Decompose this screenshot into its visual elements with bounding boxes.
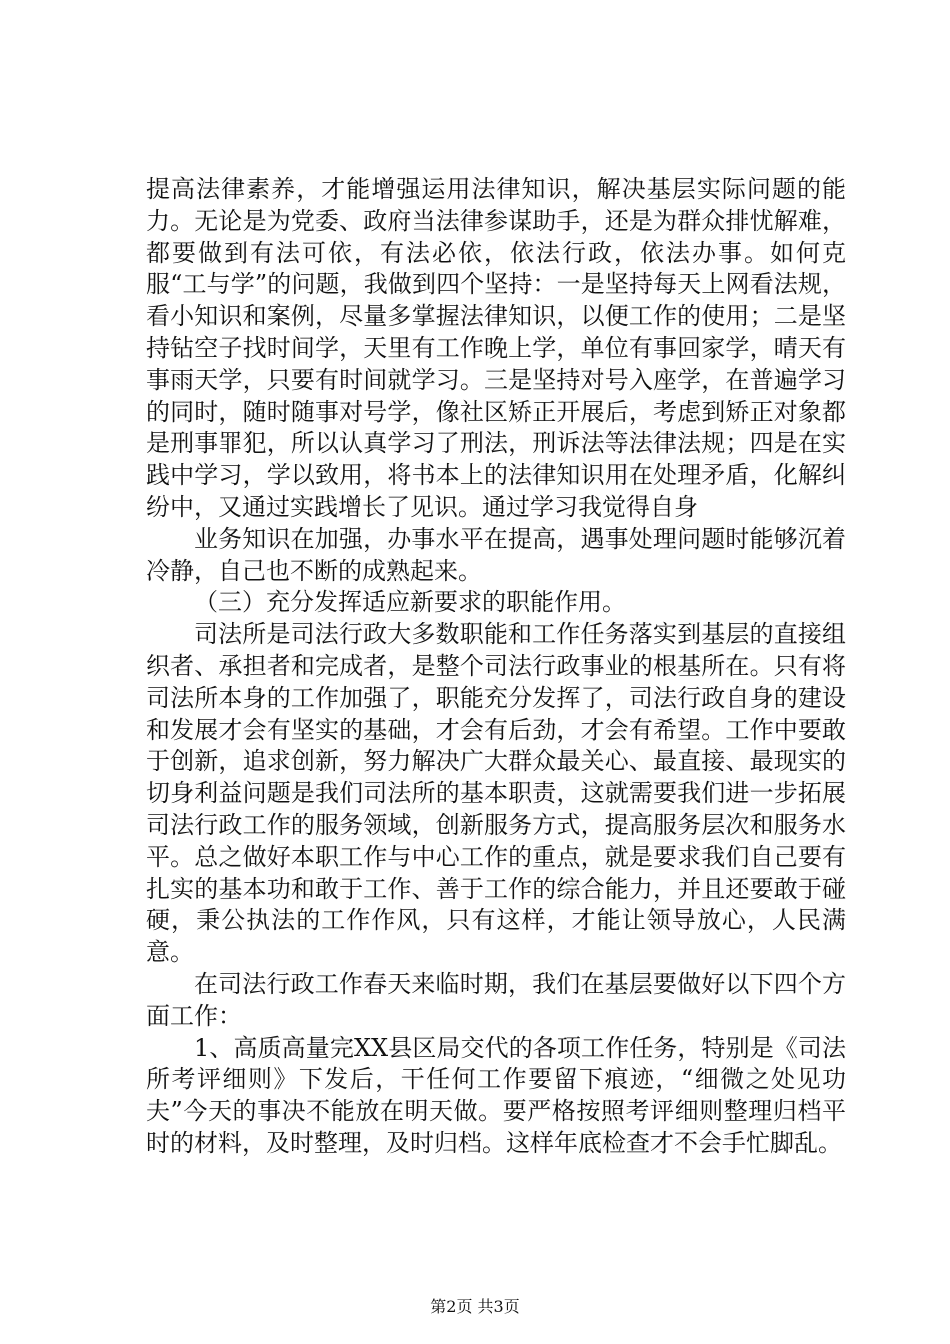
page-number-footer: 第2页 共3页 [430, 1297, 520, 1316]
section-heading: （三）充分发挥适应新要求的职能作用。 [194, 588, 626, 617]
document-body [146, 174, 846, 1160]
paragraph-3: 司法所是司法行政大多数职能和工作任务落实到基层的直接组织者、承担者和完成者，是整个司法行政事业的根基所在。只有将司法所本身的工作加强了，职能充分发挥了，司法行政自身的建设和发展才会有坚实的基础，才会有后劲，才会有希望。工作中要敢于创新，追求创新，努力解决广大群众最关心、最直接、最现实的切身利益问题是我们司法所的基本职责，这就需要我们进一步拓展司法行政工作的服务领域，创新服务方式，提高服务层次和服务水平。总之做好本职工作与中心工作的重点，就是要求我们自己要有扎实的基本功和敢于工作、善于工作的综合能力，并且还要敢于碰硬，秉公执法的工作作风，只有这样，才能让领导放心，人民满意。 [146, 620, 846, 967]
paragraph-4: 在司法行政工作春天来临时期，我们在基层要做好以下四个方面工作： [146, 969, 846, 1030]
paragraph-1: 提高法律素养，才能增强运用法律知识，解决基层实际问题的能力。无论是为党委、政府当法律参谋助手，还是为群众排忧解难，都要做到有法可依，有法必依，依法行政，依法办事。如何克服“工与学”的问题，我做到四个坚持：一是坚持每天上网看法规，看小知识和案例，尽量多掌握法律知识，以便工作的使用；二是坚持钻空子找时间学，天里有工作晚上学，单位有事回家学，晴天有事雨天学，只要有时间就学习。三是坚持对号入座学，在普遍学习的同时，随时随事对号学，像社区矫正开展后，考虑到矫正对象都是刑事罪犯，所以认真学习了刑法，刑诉法等法律法规；四是在实践中学习，学以致用，将书本上的法律知识用在处理矛盾，化解纠纷中，又通过实践增长了见识。通过学习我觉得自身 [146, 175, 846, 521]
paragraph-5: 1、高质高量完XX县区局交代的各项工作任务，特别是《司法所考评细则》下发后，干任何工作要留下痕迹，“细微之处见功夫”今天的事决不能放在明天做。要严格按照考评细则整理归档平时的材料，及时整理，及时归档。这样年底检查才不会手忙脚乱。 [146, 1033, 846, 1157]
paragraph-2: 业务知识在加强，办事水平在提高，遇事处理问题时能够沉着冷静，自己也不断的成熟起来。 [146, 524, 846, 585]
